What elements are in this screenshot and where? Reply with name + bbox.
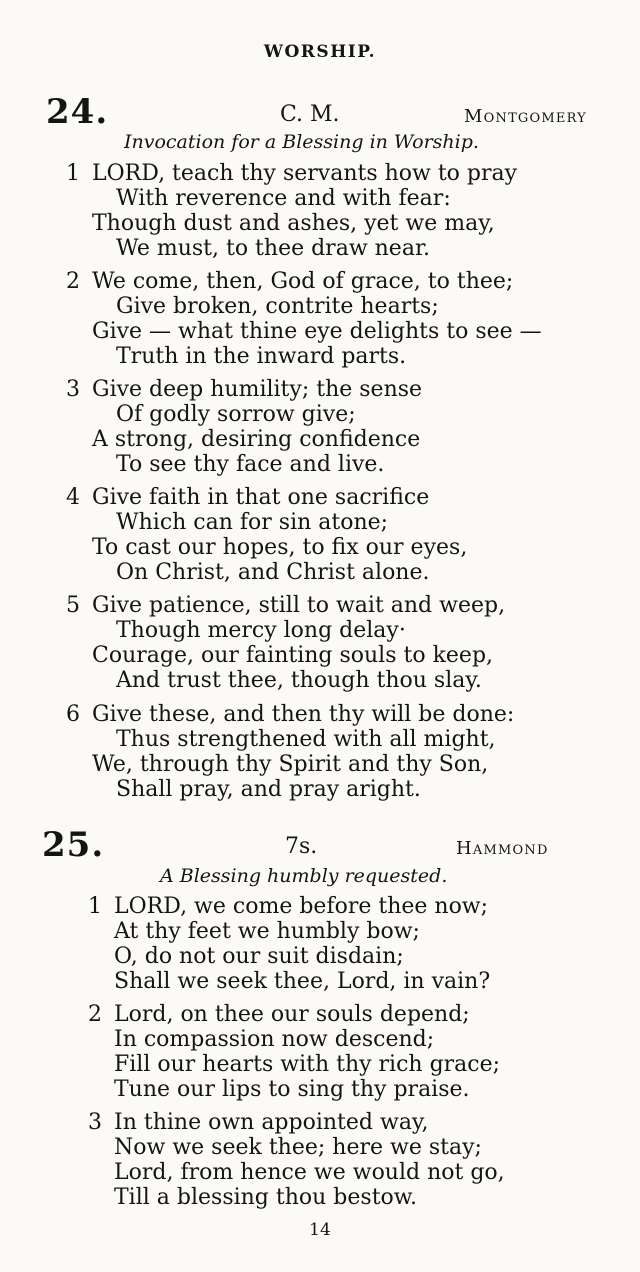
hymn-tune: Montgomery	[464, 106, 587, 127]
verse-number: 2	[88, 1002, 102, 1027]
verse-line: Truth in the inward parts.	[116, 344, 407, 369]
verse-line: And trust thee, though thou slay.	[116, 668, 482, 693]
verse-line: With reverence and with fear:	[116, 186, 451, 211]
verse-number: 5	[66, 593, 80, 618]
verse-line: Thus strengthened with all might,	[116, 727, 496, 752]
verse-line: On Christ, and Christ alone.	[116, 560, 430, 585]
verse-line: Till a blessing thou bestow.	[114, 1185, 417, 1210]
verse-line: A strong, desiring confidence	[92, 427, 421, 452]
verse-line: Shall we seek thee, Lord, in vain?	[114, 969, 491, 994]
verse-line: Give these, and then thy will be done:	[92, 702, 515, 727]
page-number: 14	[309, 1220, 331, 1240]
running-head: WORSHIP.	[263, 42, 377, 62]
verse-line: To see thy face and live.	[116, 452, 385, 477]
verse-line: LORD, we come before thee now;	[114, 894, 489, 919]
verse-line: We must, to thee draw near.	[116, 236, 431, 261]
hymn-meter: 7s.	[285, 834, 318, 859]
verse-line: Give — what thine eye delights to see —	[92, 319, 542, 344]
verse-line: Of godly sorrow give;	[116, 402, 356, 427]
verse-line: Though dust and ashes, yet we may,	[92, 211, 495, 236]
verse-line: Tune our lips to sing thy praise.	[114, 1077, 470, 1102]
verse-line: Fill our hearts with thy rich grace;	[114, 1052, 501, 1077]
verse-line: Lord, on thee our souls depend;	[114, 1002, 470, 1027]
verse-line: We come, then, God of grace, to thee;	[92, 269, 514, 294]
verse-number: 6	[66, 702, 80, 727]
verse-line: Courage, our fainting souls to keep,	[92, 643, 494, 668]
verse-line: Give broken, contrite hearts;	[116, 294, 439, 319]
hymn-title: Invocation for a Blessing in Worship.	[124, 131, 479, 153]
verse-number: 1	[88, 894, 102, 919]
verse-number: 2	[66, 269, 80, 294]
verse-number: 3	[88, 1110, 102, 1135]
verse-line: At thy feet we humbly bow;	[114, 919, 420, 944]
hymn-title: A Blessing humbly requested.	[160, 865, 448, 887]
verse-line: Though mercy long delay·	[116, 618, 406, 643]
verse-line: Give faith in that one sacrifice	[92, 485, 430, 510]
hymn-number: 25.	[42, 825, 105, 865]
verse-line: To cast our hopes, to fix our eyes,	[92, 535, 468, 560]
verse-number: 1	[66, 161, 80, 186]
hymn-meter: C. M.	[280, 102, 340, 127]
verse-number: 4	[66, 485, 80, 510]
verse-line: Which can for sin atone;	[116, 510, 389, 535]
verse-line: Shall pray, and pray aright.	[116, 777, 421, 802]
hymn-tune: Hammond	[456, 838, 549, 859]
verse-line: LORD, teach thy servants how to pray	[92, 161, 518, 186]
verse-line: Give deep humility; the sense	[92, 377, 423, 402]
verse-line: Now we seek thee; here we stay;	[114, 1135, 482, 1160]
verse-line: Lord, from hence we would not go,	[114, 1160, 505, 1185]
verse-line: Give patience, still to wait and weep,	[92, 593, 506, 618]
verse-line: O, do not our suit disdain;	[114, 944, 404, 969]
verse-number: 3	[66, 377, 80, 402]
verse-line: In thine own appointed way,	[114, 1110, 429, 1135]
verse-line: We, through thy Spirit and thy Son,	[92, 752, 489, 777]
hymn-number: 24.	[46, 92, 109, 132]
verse-line: In compassion now descend;	[114, 1027, 435, 1052]
